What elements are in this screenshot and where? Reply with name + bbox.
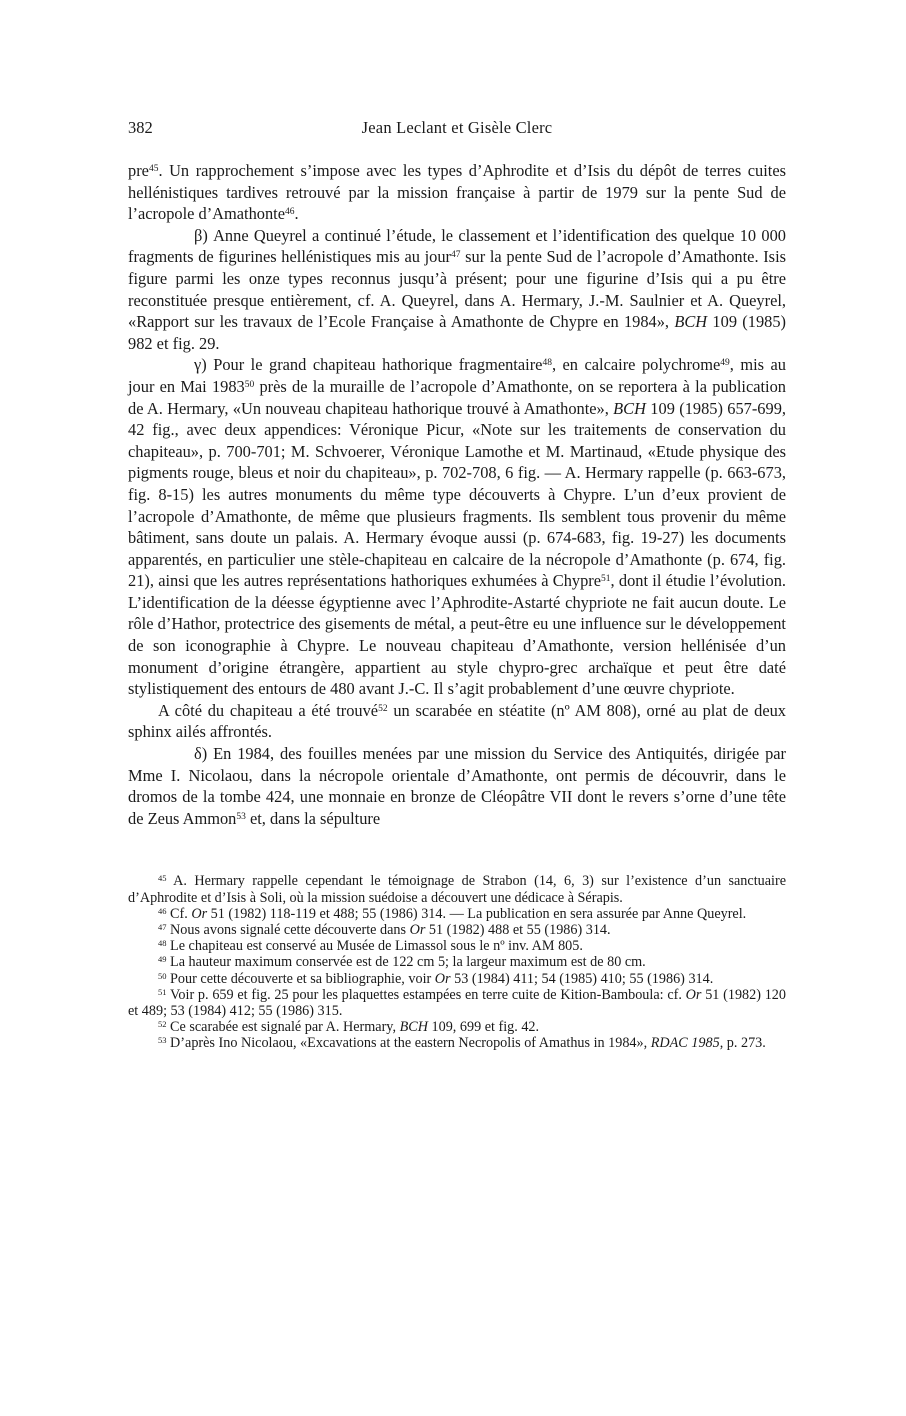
journal-title: BCH [613, 398, 646, 418]
page-header [128, 118, 786, 142]
footnote-number: 51 [158, 986, 167, 997]
footnote-47: $^{47}$ Nous avons signalé cette découverte dans Or 51 (1982) 488 et 55 (1986) 314. [158, 922, 611, 939]
footnote-number: 52 [158, 1019, 167, 1030]
journal-title: Or [409, 922, 426, 939]
journal-title: Or [434, 970, 451, 987]
journal-title: RDAC 1985 [650, 1035, 720, 1052]
footnote-number: 45 [158, 873, 167, 884]
journal-title: Or [685, 986, 702, 1003]
footnote-ref-45[interactable]: 45 [148, 164, 159, 174]
footnote-52: $^{52}$ Ce scarabée est signalé par A. Hermary, BCH 109, 699 et fig. 42. [158, 1019, 540, 1036]
footnote-ref-49[interactable]: 49 [720, 358, 730, 369]
page [128, 118, 786, 1052]
footnote-46: $^{46}$ Cf. Or 51 (1982) 118-119 et 488; 55 (1986) 314. — La publication en sera assurée par Anne Queyrel. [158, 905, 747, 922]
footnote-number: 49 [158, 954, 167, 965]
paragraph-delta: δ) En 1984, des fouilles menées par une mission du Service des Antiquités, dirigée par Mme I. Nicolaou, dans la nécropole orientale d’Amathonte, ont permis de découvrir, dans le dromos de la tombe 424, une monnaie en bronze de Cléopâtre VII dont le revers s’orne d’une tête de Zeus Ammon$^{53}$ et, dans la sépulture [128, 744, 786, 828]
footnote-number: 46 [158, 905, 167, 916]
footnote-ref-50[interactable]: 50 [244, 379, 255, 390]
footnote-ref-51[interactable]: 51 [601, 574, 611, 585]
footnote-ref-47[interactable]: 47 [451, 250, 461, 261]
paragraph-gamma: γ) Pour le grand chapiteau hathorique fragmentaire$^{48}$, en calcaire polychrome$^{49}$, mis au jour en Mai 1983$^{50}$ près de la muraille de l’acropole d’Amathonte, on se reportera à la publication de A. Hermary, «Un nouveau chapiteau hathorique trouvé à Amathonte», BCH 109 (1985) 657-699, 42 fig., avec deux appendices: Véronique Picur, «Note sur les traitements de conservation du chapiteau», p. 700-701; M. Schvoerer, Véronique Lamothe et M. Martinaud, «Etude physique des pigments rouge, bleus et noir du chapiteau», p. 702-708, 6 fig. — A. Hermary rappelle (p. 663-673, fig. 8-15) les autres monuments du même type découverts à Chypre. L’un d’eux provient de l’acropole d’Amathonte, de même que plusieurs fragments. Ils semblent tous provenir du même bâtiment, sans doute un palais. A. Hermary évoque aussi (p. 674-683, fig. 19-27) les documents apparentés, en particulier une stèle-chapiteau en calcaire de la nécropole d’Amathonte (p. 674, fig. 21), ainsi que les autres représentations hathoriques exhumées à Chypre$^{51}$, dont il étudie l’évolution. L’identification de la déesse égyptienne avec l’Aphrodite-Astarté chypriote ne fait aucun doute. Le rôle d’Hathor, protectrice des gisements de métal, a peut-être eu une influence sur le développement de son iconographie à Chypre. Le nouveau chapiteau d’Amathonte, version hellénisée d’un monument d’origine étrangère, appartient au style chypro-grec archaïque et peut être daté stylistiquement des entours de 480 avant J.-C. Il s’agit probablement d’une œuvre chypriote. [128, 355, 787, 699]
footnote-48: $^{48}$ Le chapiteau est conservé au Musée de Limassol sous le nº inv. AM 805. [158, 938, 583, 955]
footnote-ref-46[interactable]: 46 [285, 207, 295, 218]
footnote-51: $^{51}$ Voir p. 659 et fig. 25 pour les plaquettes estampées en terre cuite de Kition-Bamboula: cf. Or 51 (1982) 120 et 489; 53 (1984) 412; 55 (1986) 315. [128, 986, 786, 1020]
footnote-53: $^{53}$ D’après Ino Nicolaou, «Excavations at the eastern Necropolis of Amathus in 1984», RDAC 1985, p. 273. [158, 1035, 766, 1052]
footnotes [128, 873, 786, 1051]
footnote-ref-48[interactable]: 48 [542, 358, 552, 369]
journal-title: BCH [674, 312, 708, 332]
paragraph-1: pre$^{45}$. Un rapprochement s’impose avec les types d’Aphrodite et d’Isis du dépôt de terres cuites hellénistiques tardives retrouvé par la mission française à partir de 1979 sur la pente Sud de l’acropole d’Amathonte$^{46}$. [128, 161, 786, 224]
footnote-number: 48 [158, 938, 167, 949]
footnote-number: 50 [158, 970, 167, 981]
footnote-number: 47 [158, 922, 167, 933]
footnote-ref-53[interactable]: 53 [236, 811, 246, 822]
footnote-50: $^{50}$ Pour cette découverte et sa bibliographie, voir Or 53 (1984) 411; 54 (1985) 410; 55 (1986) 314. [158, 970, 714, 987]
running-title: Jean Leclant et Gisèle Clerc [361, 118, 553, 137]
paragraph-scarab: A côté du chapiteau a été trouvé$^{52}$ un scarabée en stéatite (nº AM 808), orné au plat de deux sphinx ailés affrontés. [128, 700, 786, 742]
footnote-45: $^{45}$ A. Hermary rappelle cependant le témoignage de Strabon (14, 6, 3) sur l’existence d’un sanctuaire d’Aphrodite et d’Isis à Soli, où la mission suédoise a découvert une dédicace à Sérapis. [128, 873, 786, 906]
journal-title: Or [191, 905, 208, 922]
page-number: 382 [128, 118, 153, 137]
body-text [128, 160, 786, 829]
journal-title: BCH [399, 1019, 428, 1036]
footnote-number: 53 [158, 1035, 167, 1046]
footnote-49: $^{49}$ La hauteur maximum conservée est de 122 cm 5; la largeur maximum est de 80 cm. [158, 954, 646, 971]
paragraph-beta: β) Anne Queyrel a continué l’étude, le classement et l’identification des quelque 10 000 fragments de figurines hellénistiques mis au jour$^{47}$ sur la pente Sud de l’acropole d’Amathonte. Isis figure parmi les onze types reconnus jusqu’à présent; pour une figurine d’Isis qui a pu être reconstituée presque entièrement, cf. A. Queyrel, dans A. Hermary, J.-M. Saulnier et A. Queyrel, «Rapport sur les travaux de l’Ecole Française à Amathonte de Chypre en 1984», BCH 109 (1985) 982 et fig. 29. [128, 225, 787, 353]
footnote-ref-52[interactable]: 52 [378, 703, 388, 714]
